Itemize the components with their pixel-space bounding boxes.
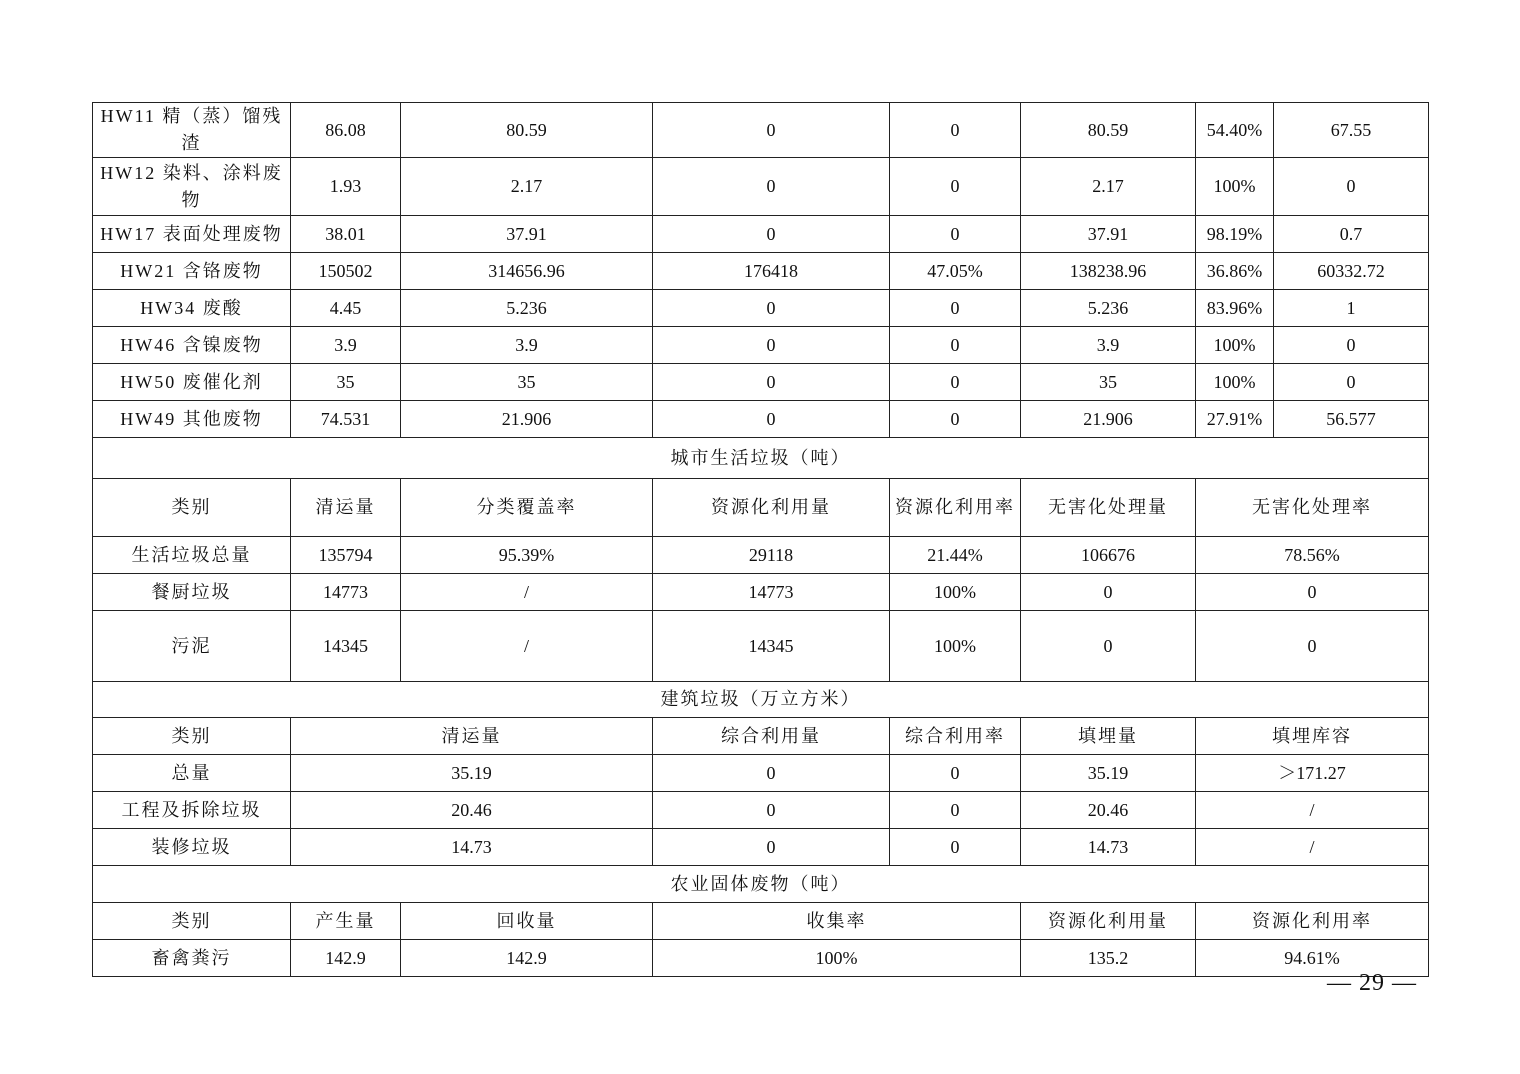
header-cell: 类别 xyxy=(93,718,291,755)
header-row xyxy=(93,903,1429,940)
table-cell: 35.19 xyxy=(1021,755,1196,792)
table-cell: 98.19% xyxy=(1196,216,1274,253)
agricultural-waste-section xyxy=(93,866,1429,977)
header-cell: 无害化处理率 xyxy=(1196,479,1429,537)
header-cell: 无害化处理量 xyxy=(1021,479,1196,537)
table-cell: 0 xyxy=(890,364,1021,401)
table-cell: 3.9 xyxy=(401,327,653,364)
table-cell: 29118 xyxy=(653,537,890,574)
table-cell: 100% xyxy=(653,940,1021,977)
table-cell: 176418 xyxy=(653,253,890,290)
table-cell: 0 xyxy=(653,103,890,158)
table-cell: 135794 xyxy=(291,537,401,574)
table-cell: 20.46 xyxy=(291,792,653,829)
header-cell: 分类覆盖率 xyxy=(401,479,653,537)
header-cell: 综合利用量 xyxy=(653,718,890,755)
row-label: HW49 其他废物 xyxy=(93,401,291,438)
hazardous-waste-section xyxy=(93,103,1429,438)
section-header-row xyxy=(93,682,1429,718)
table-cell: 0 xyxy=(1196,574,1429,611)
table-cell: 100% xyxy=(890,611,1021,682)
table-row xyxy=(93,755,1429,792)
table-cell: 56.577 xyxy=(1274,401,1429,438)
table-cell: 80.59 xyxy=(1021,103,1196,158)
table-cell: 0 xyxy=(1274,327,1429,364)
table-cell: 0 xyxy=(890,401,1021,438)
header-cell: 资源化利用量 xyxy=(1021,903,1196,940)
row-label: HW21 含铬废物 xyxy=(93,253,291,290)
table-cell: 0 xyxy=(890,327,1021,364)
table-cell: 35 xyxy=(401,364,653,401)
table-cell: 35.19 xyxy=(291,755,653,792)
section-header-row xyxy=(93,866,1429,903)
table-cell: 0 xyxy=(890,792,1021,829)
table-cell: 100% xyxy=(1196,364,1274,401)
header-cell: 产生量 xyxy=(291,903,401,940)
table-cell: 0 xyxy=(653,829,890,866)
table-cell: 0 xyxy=(890,158,1021,216)
header-cell: 资源化利用率 xyxy=(1196,903,1429,940)
table-cell: 0 xyxy=(1021,574,1196,611)
header-cell: 资源化利用率 xyxy=(890,479,1021,537)
row-label: 畜禽粪污 xyxy=(93,940,291,977)
row-label: 污泥 xyxy=(93,611,291,682)
header-cell: 清运量 xyxy=(291,479,401,537)
table-cell: 35 xyxy=(291,364,401,401)
header-cell: 综合利用率 xyxy=(890,718,1021,755)
table-row xyxy=(93,401,1429,438)
table-cell: 47.05% xyxy=(890,253,1021,290)
table-cell: 5.236 xyxy=(1021,290,1196,327)
table-cell: 20.46 xyxy=(1021,792,1196,829)
table-cell: 0 xyxy=(653,158,890,216)
table-cell: 95.39% xyxy=(401,537,653,574)
table-row xyxy=(93,103,1429,158)
table-cell: 0 xyxy=(653,216,890,253)
table-cell: 0 xyxy=(653,327,890,364)
table-cell: 1 xyxy=(1274,290,1429,327)
table-cell: 27.91% xyxy=(1196,401,1274,438)
section-header-row xyxy=(93,438,1429,479)
table-cell: 0 xyxy=(653,401,890,438)
header-cell: 类别 xyxy=(93,903,291,940)
row-label: 总量 xyxy=(93,755,291,792)
row-label: HW17 表面处理废物 xyxy=(93,216,291,253)
table-cell: 135.2 xyxy=(1021,940,1196,977)
table-row xyxy=(93,290,1429,327)
section-title-agricultural: 农业固体废物（吨） xyxy=(93,866,1429,903)
row-label: 餐厨垃圾 xyxy=(93,574,291,611)
table-cell: 100% xyxy=(1196,158,1274,216)
table-cell: 142.9 xyxy=(401,940,653,977)
table-cell: 2.17 xyxy=(401,158,653,216)
table-cell: 100% xyxy=(1196,327,1274,364)
table-cell: 21.44% xyxy=(890,537,1021,574)
header-row xyxy=(93,479,1429,537)
row-label: HW50 废催化剂 xyxy=(93,364,291,401)
header-cell: 类别 xyxy=(93,479,291,537)
table-cell: 86.08 xyxy=(291,103,401,158)
header-row xyxy=(93,718,1429,755)
header-cell: 清运量 xyxy=(291,718,653,755)
table-cell: 14345 xyxy=(653,611,890,682)
table-row xyxy=(93,574,1429,611)
table-cell: 67.55 xyxy=(1274,103,1429,158)
table-cell: 0 xyxy=(653,792,890,829)
section-title-construction: 建筑垃圾（万立方米） xyxy=(93,682,1429,718)
header-cell: 收集率 xyxy=(653,903,1021,940)
row-label: 装修垃圾 xyxy=(93,829,291,866)
table-row xyxy=(93,216,1429,253)
row-label: HW34 废酸 xyxy=(93,290,291,327)
table-cell: 78.56% xyxy=(1196,537,1429,574)
table-cell: 14773 xyxy=(291,574,401,611)
table-cell: 0 xyxy=(1274,158,1429,216)
table-row xyxy=(93,327,1429,364)
table-cell: 0 xyxy=(653,364,890,401)
table-row xyxy=(93,253,1429,290)
table-cell: 0 xyxy=(653,290,890,327)
table-cell: 80.59 xyxy=(401,103,653,158)
table-cell: / xyxy=(401,574,653,611)
table-cell: 0 xyxy=(890,290,1021,327)
table-row xyxy=(93,537,1429,574)
table-cell: 1.93 xyxy=(291,158,401,216)
table-row xyxy=(93,829,1429,866)
table-cell: 0 xyxy=(1196,611,1429,682)
table-cell: 60332.72 xyxy=(1274,253,1429,290)
table-cell: 83.96% xyxy=(1196,290,1274,327)
table-cell: 100% xyxy=(890,574,1021,611)
table-cell: 0 xyxy=(890,755,1021,792)
table-cell: ＞171.27 xyxy=(1196,755,1429,792)
table-cell: 21.906 xyxy=(401,401,653,438)
table-cell: 37.91 xyxy=(401,216,653,253)
row-label: HW11 精（蒸）馏残渣 xyxy=(93,103,291,158)
page-number: — 29 — xyxy=(1327,970,1417,996)
row-label: 工程及拆除垃圾 xyxy=(93,792,291,829)
header-cell: 填埋量 xyxy=(1021,718,1196,755)
table-cell: 5.236 xyxy=(401,290,653,327)
table-cell: 36.86% xyxy=(1196,253,1274,290)
table-cell: 14345 xyxy=(291,611,401,682)
table-cell: 94.61% xyxy=(1196,940,1429,977)
table-cell: 37.91 xyxy=(1021,216,1196,253)
table-cell: 14.73 xyxy=(291,829,653,866)
table-cell: 142.9 xyxy=(291,940,401,977)
table-cell: 314656.96 xyxy=(401,253,653,290)
row-label: 生活垃圾总量 xyxy=(93,537,291,574)
table-cell: 0 xyxy=(1021,611,1196,682)
table-cell: 3.9 xyxy=(1021,327,1196,364)
table-cell: 0 xyxy=(890,829,1021,866)
header-cell: 填埋库容 xyxy=(1196,718,1429,755)
table-cell: 38.01 xyxy=(291,216,401,253)
table-cell: 150502 xyxy=(291,253,401,290)
table-cell: 54.40% xyxy=(1196,103,1274,158)
solid-waste-table xyxy=(92,102,1429,977)
table-row xyxy=(93,158,1429,216)
table-row xyxy=(93,364,1429,401)
section-title-municipal: 城市生活垃圾（吨） xyxy=(93,438,1429,479)
row-label: HW12 染料、涂料废物 xyxy=(93,158,291,216)
header-cell: 回收量 xyxy=(401,903,653,940)
table-cell: 35 xyxy=(1021,364,1196,401)
table-cell: 0 xyxy=(890,216,1021,253)
table-cell: 0 xyxy=(890,103,1021,158)
table-cell: / xyxy=(1196,829,1429,866)
table-row xyxy=(93,611,1429,682)
table-row xyxy=(93,792,1429,829)
table-cell: 138238.96 xyxy=(1021,253,1196,290)
table-cell: 0.7 xyxy=(1274,216,1429,253)
municipal-waste-section xyxy=(93,438,1429,682)
table-cell: / xyxy=(1196,792,1429,829)
table-cell: 2.17 xyxy=(1021,158,1196,216)
table-row xyxy=(93,940,1429,977)
table-cell: 106676 xyxy=(1021,537,1196,574)
header-cell: 资源化利用量 xyxy=(653,479,890,537)
table-cell: 0 xyxy=(1274,364,1429,401)
table-cell: 4.45 xyxy=(291,290,401,327)
table-cell: 74.531 xyxy=(291,401,401,438)
table-cell: 3.9 xyxy=(291,327,401,364)
table-cell: 0 xyxy=(653,755,890,792)
construction-waste-section xyxy=(93,682,1429,866)
table-cell: 14.73 xyxy=(1021,829,1196,866)
table-cell: / xyxy=(401,611,653,682)
row-label: HW46 含镍废物 xyxy=(93,327,291,364)
table-cell: 21.906 xyxy=(1021,401,1196,438)
table-cell: 14773 xyxy=(653,574,890,611)
